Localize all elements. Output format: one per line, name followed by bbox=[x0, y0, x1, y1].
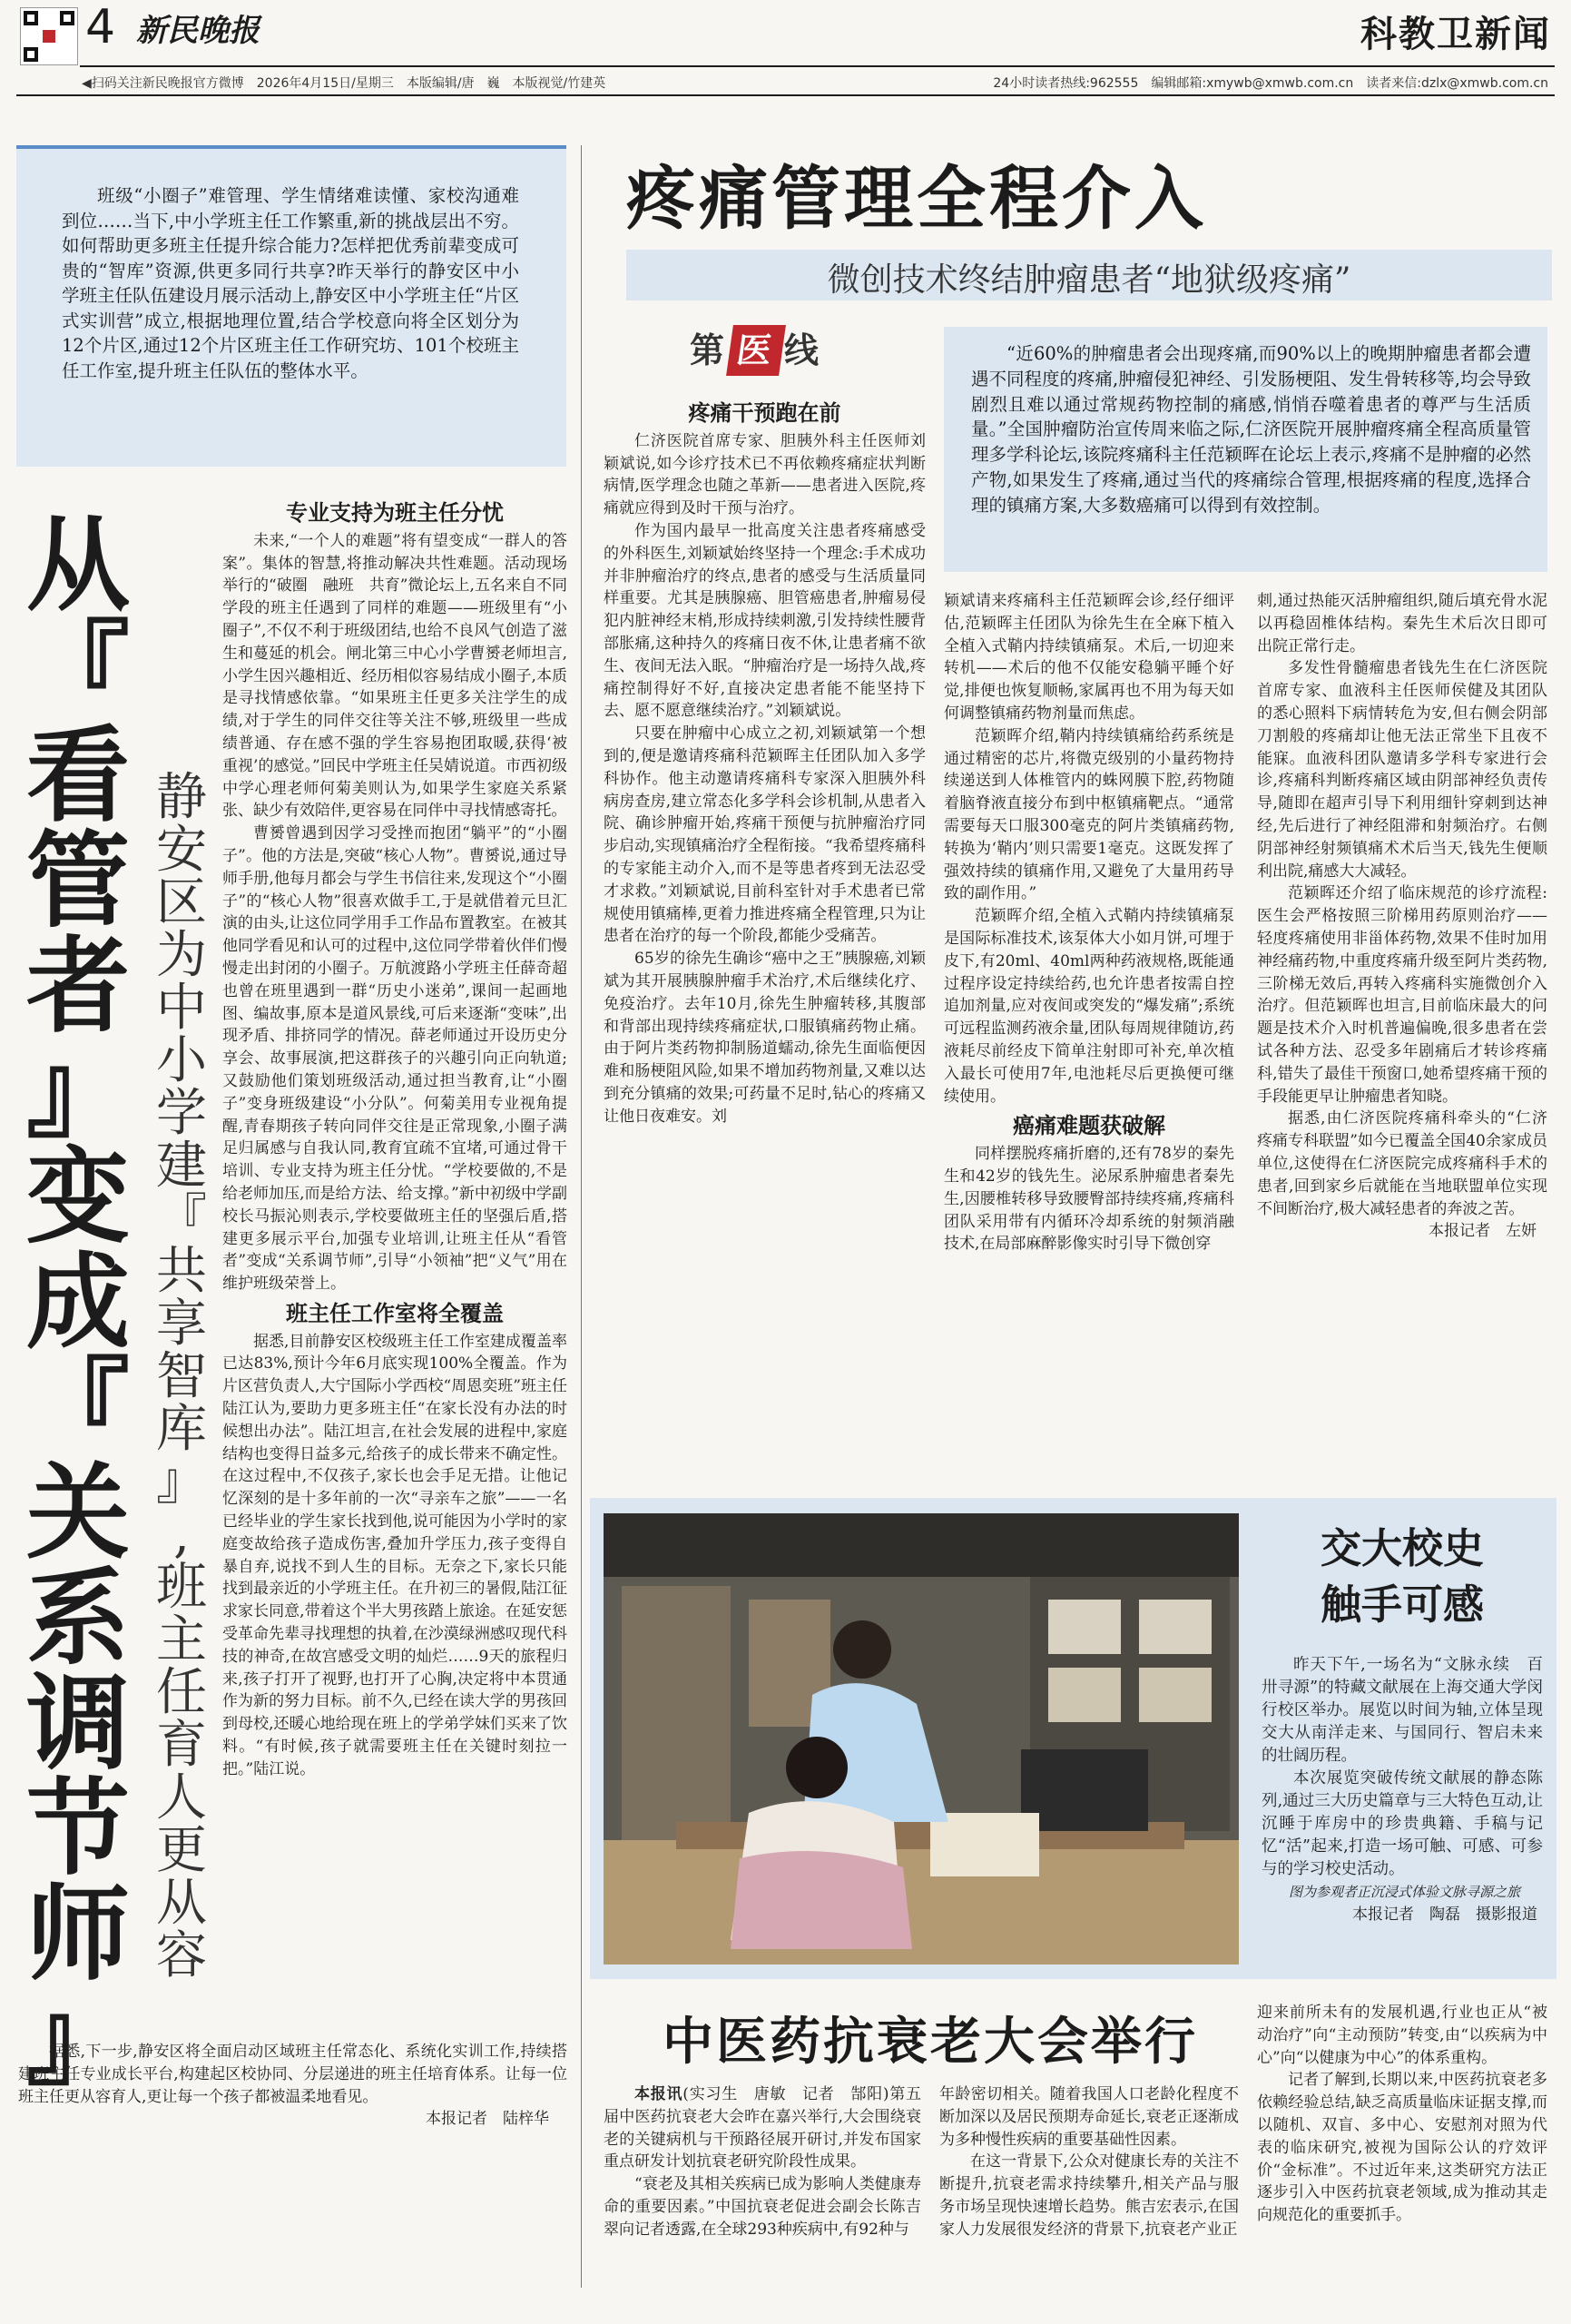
logo-left: 第 bbox=[690, 330, 729, 370]
photo-caption: 图为参观者正沉浸式体验文脉寻源之旅 bbox=[1289, 1884, 1521, 1900]
paragraph: 范颖晖还介绍了临床规范的诊疗流程:医生会严格按照三阶梯用药原则治疗——轻度疼痛使用非甾体药物,效果不佳时加用神经痛药物,中重度疼痛升级至阿片类药物,三阶梯无效后,再转入疼痛科实施微创介入治疗。但范颖晖也坦言,目前临床最大的问题是技术介入时机普遍偏晚,很多患者在尝试各种方法、忍受多年剧痛后才转诊疼痛科,错失了最佳干预窗口,她希望疼痛干预的手段能更早让肿瘤患者知晓。 bbox=[1257, 884, 1547, 1106]
logo-right: 线 bbox=[784, 330, 823, 370]
exhibition-scene-illustration bbox=[604, 1513, 1239, 1965]
subhead-char: 学 bbox=[156, 1084, 207, 1143]
contact-line: 24小时读者热线:962555 编辑邮箱:xmywb@xmwb.com.cn 读者来信:dzlx@xmwb.com.cn bbox=[993, 76, 1548, 91]
headline-char: 』 bbox=[25, 1979, 128, 2100]
tcm-column-3 bbox=[1257, 2002, 1547, 2310]
headline-char: 看 bbox=[25, 715, 128, 836]
intro-box bbox=[16, 145, 566, 467]
left-article-tail bbox=[18, 2041, 567, 2268]
subhead-char: 人 bbox=[156, 1768, 207, 1827]
subhead-char: 安 bbox=[156, 821, 207, 880]
tcm-headline: 中医药抗衰老大会举行 bbox=[663, 2012, 1198, 2072]
headline-char: 系 bbox=[25, 1558, 128, 1679]
paragraph: 范颖晖介绍,鞘内持续镇痛给药系统是通过精密的芯片,将微克级别的小量药物持续递送到人体椎管内的蛛网膜下腔,药物随着脑脊液直接分布到中枢镇痛靶点。“通常需要每天口服300毫克的阿片类镇痛药物,转换为‘鞘内’则只需要1毫克。这既发挥了强效持续的镇痛作用,又避免了大量用药导致的副作用。” bbox=[944, 726, 1234, 903]
subhead-char: 小 bbox=[156, 1031, 207, 1090]
headline-char: 成 bbox=[25, 1242, 128, 1363]
headline-char: 从 bbox=[25, 505, 128, 625]
headline-char: 调 bbox=[25, 1663, 128, 1784]
pain-column-1 bbox=[604, 395, 926, 1471]
paragraph: “衰老及其相关疾病已成为影响人类健康寿命的重要因素。”中国抗衰老促进会副会长陈吉翠向记者透露,在全球293种疾病中,有92种与 bbox=[604, 2175, 921, 2239]
subhead-char: 班 bbox=[156, 1558, 207, 1617]
paragraph: 颖斌请来疼痛科主任范颖晖会诊,经仔细评估,范颖晖主任团队为徐先生在全麻下植入全植入式鞘内持续镇痛泵。术后,一切迎来转机——术后的他不仅能安稳躺平睡个好觉,排便也恢复顺畅,家属再也不用为每天如何调整镇痛药物剂量而焦虑。 bbox=[944, 592, 1234, 723]
paragraph: 据悉,下一步,静安区将全面启动区域班主任常态化、系统化实训工作,持续搭建班主任专业成长平台,构建起区校协同、分层递进的班主任培育体系。让每一位班主任更从容育人,更让每一个孩子都被温柔地看见。 bbox=[18, 2043, 567, 2106]
left-article-column bbox=[222, 495, 567, 2034]
quote-text: “近60%的肿瘤患者会出现疼痛,而90%以上的晚期肿瘤患者都会遭遇不同程度的疼痛,肿瘤侵犯神经、引发肠梗阻、发生骨转移等,均会导致剧烈且难以通过常规药物控制的痛感,悄悄吞噬着患者的尊严与生活质量。”全国肿瘤防治宣传周来临之际,仁济医院开展肿瘤疼痛全程高质量管理多学科论坛,该院疼痛科主任范颖晖在论坛上表示,疼痛不是肿瘤的必然产物,如果发生了疼痛,通过当代的疼痛综合管理,根据疼痛的程度,选择合理的镇痛方案,大多数癌痛可以得到有效控制。 bbox=[971, 343, 1531, 516]
subhead-char: 建 bbox=[156, 1137, 207, 1196]
byline: 本报记者 陶磊 摄影报道 bbox=[1352, 1905, 1537, 1924]
paragraph: 多发性骨髓瘤患者钱先生在仁济医院首席专家、血液科主任医师侯健及其团队的悉心照料下病情转危为安,但右侧会阴部刀割般的疼痛却让他无法正常坐下且夜不能寐。血液科团队邀请多学科专家进行会诊,疼痛科判断疼痛区域由阴部神经负责传导,随即在超声引导下利用细针穿刺到达神经,先后进行了神经阻滞和射频治疗。右侧阴部神经射频镇痛术术后当天,钱先生便顺利出院,痛感大大减轻。 bbox=[1257, 659, 1547, 881]
byline: 本报记者 陆梓华 bbox=[426, 2110, 549, 2129]
subhead-char: 』 bbox=[156, 1452, 207, 1512]
headline-char: 『 bbox=[25, 1347, 128, 1468]
paragraph: 据悉,目前静安区校级班主任工作室建成覆盖率已达83%,预计今年6月底实现100%全覆盖。作为片区营负责人,大宁国际小学西校“周恩奕班”班主任陆江认为,要助力更多班主任“在家长没有办法的时候想出办法”。陆江坦言,在社会发展的进程中,家庭结构也变得日益多元,给孩子的成长带来不确定性。在这过程中,不仅孩子,家长也会手足无措。让他记忆深刻的是十多年前的一次“寻亲车之旅”——一名已经毕业的学生家长找到他,说可能因为小学时的家庭变故给孩子造成伤害,叠加升学压力,孩子变得自暴自弃,说找不到人生的目标。无奈之下,家长只能找到最亲近的小学班主任。在升初三的暑假,陆江征求家长同意,带着这个半大男孩踏上旅途。在延安惩受革命先辈寻找理想的执着,在沙漠绿洲感叹现代科技的神奇,在故宫感受文明的灿烂……9天的旅程归来,孩子打开了视野,也打开了心胸,决定将中本贯通作为新的努力目标。前不久,已经在读大学的男孩回到母校,还暖心地给现在班上的学弟学妹们买来了饮料。“有时候,孩子就需要班主任在关键时刻拉一把。”陆江说。 bbox=[222, 1332, 567, 1778]
column-logo bbox=[690, 322, 822, 376]
subhead-char: 主 bbox=[156, 1610, 207, 1669]
header-rule bbox=[16, 94, 1555, 96]
info-line: ◀扫码关注新民晚报官方微博 2026年4月15日/星期三 本版编辑/唐 巍 本版视觉/竹建英 bbox=[82, 76, 606, 91]
subhead-char: 育 bbox=[156, 1716, 207, 1775]
lead-label: 本报讯 bbox=[634, 2085, 683, 2103]
tcm-column-1 bbox=[604, 2083, 921, 2310]
logo-mid: 医 bbox=[726, 325, 786, 376]
qr-code bbox=[20, 7, 78, 65]
subhead-char: 智 bbox=[156, 1347, 207, 1406]
left-subheadline bbox=[150, 768, 213, 1985]
pain-subheadline: 微创技术终结肿瘤患者“地狱级疼痛” bbox=[827, 261, 1351, 299]
byline: 本报记者 左妍 bbox=[1429, 1222, 1537, 1241]
subhead-char: 共 bbox=[156, 1242, 207, 1301]
section-heading: 专业支持为班主任分忧 bbox=[286, 500, 504, 526]
exhibition-photo bbox=[604, 1513, 1239, 1965]
subhead-char: 中 bbox=[156, 979, 207, 1038]
headline-line: 交大校史 bbox=[1320, 1524, 1484, 1572]
pain-headline: 疼痛管理全程介入 bbox=[626, 158, 1207, 239]
headline-char: 节 bbox=[25, 1768, 128, 1889]
headline-char: 管 bbox=[25, 821, 128, 941]
intro-text: 班级“小圈子”难管理、学生情绪难读懂、家校沟通难到位……当下,中小学班主任工作繁重,新的挑战层出不穷。如何帮助更多班主任提升综合能力?怎样把优秀前辈变成可贵的“智库”资源,供更多同行共享?昨天举行的静安区中小学班主任队伍建设月展示活动上,静安区中小学班主任“片区式实训营”成立,根据地理位置,结合学校意向将全区划分为12个片区,通过12个片区班主任工作研究坊、101个校班主任工作室,提升班主任队伍的整体水平。 bbox=[62, 185, 519, 381]
paragraph: 只要在肿瘤中心成立之初,刘颖斌第一个想到的,便是邀请疼痛科范颖晖主任团队加入多学科协作。他主动邀请疼痛科专家深入胆胰外科病房查房,建立常态化多学科会诊机制,从患者入院、确诊肿瘤开始,疼痛干预便与抗肿瘤治疗同步启动,实现镇痛治疗全程衔接。“我希望疼痛科的专家能主动介入,而不是等患者疼到无法忍受才求救。”刘颖斌说,目前科室针对手术患者已常规使用镇痛棒,更着力推进疼痛全程管理,只为让患者在治疗的每一个阶段,都能少受痛苦。 bbox=[604, 724, 926, 946]
paragraph: 范颖晖介绍,全植入式鞘内持续镇痛泵是国际标准技术,该泵体大小如月饼,可埋于皮下,有20ml、40ml两种药液规格,既能通过程序设定持续给药,也允许患者按需自控追加剂量,应对夜间或突发的“爆发痛”;系统可远程监测药液余量,团队每周规律随访,药液耗尽前经皮下简单注射即可补充,单次植入最长可使用7年,电池耗尽后更换便可继续使用。 bbox=[944, 907, 1234, 1106]
paragraph: 仁济医院首席专家、胆胰外科主任医师刘颖斌说,如今诊疗技术已不再依赖疼痛症状判断病情,医学理念也随之革新——患者进入医院,疼痛就应得到及时干预与治疗。 bbox=[604, 431, 926, 518]
paragraph: 曹赟曾遇到因学习受挫而抱团“躺平”的“小圈子”。他的方法是,突破“核心人物”。曹赟说,通过导师手册,他每月都会与学生书信往来,发现这个“小圈子”的“核心人物”很喜欢做手工,于是就借着元旦汇演的由头,让这位同学用手工作品布置教室。在被其他同学看见和认可的过程中,这位同学带着伙伴们慢慢走出封闭的小圈子。万航渡路小学班主任薛奇超也曾在班里遇到一群“历史小迷弟”,课间一起画地图、编故事,原本是道风景线,可后来逐渐“变味”,出现矛盾、排挤同学的情况。薛老师通过开设历史分享会、故事展演,把这群孩子的兴趣引向正向轨道;又鼓励他们策划班级活动,通过担当教育,让“小圈子”变身班级建设“小分队”。何菊美用专业视角提醒,青春期孩子转向同伴交往是正常现象,小圈子满足归属感与自我认同,教育宜疏不宜堵,可通过骨干培训、专业支持为班主任分忧。“学校要做的,不是给老师加压,而是给方法、给支撑。”新中初级中学副校长马振沁则表示,学校要做班主任的坚强后盾,搭建更多展示平台,加强专业培训,让班主任从“看管者”变成“关系调节师”,引导“小领袖”把“义气”用在维护班级荣誉上。 bbox=[222, 824, 567, 1294]
paragraph: 年龄密切相关。随着我国人口老龄化程度不断加深以及居民预期寿命延长,衰老正逐渐成为多种慢性疾病的重要基础性因素。 bbox=[939, 2085, 1239, 2149]
paragraph: 记者了解到,长期以来,中医药抗衰老多依赖经验总结,缺乏高质量临床证据支撑,而以随机、双盲、多中心、安慰剂对照为代表的临床研究,被视为国际公认的疗效评价“金标准”。不过近年来,这类研究方法正逐步引入中医药抗衰老领域,成为推动其走向规范化的重要抓手。 bbox=[1257, 2071, 1547, 2225]
subhead-char: 区 bbox=[156, 873, 207, 932]
section-heading: 班主任工作室将全覆盖 bbox=[286, 1300, 504, 1326]
subhead-char: 为 bbox=[156, 926, 207, 985]
paragraph: 在这一背景下,公众对健康长寿的关注不断提升,抗衰老需求持续攀升,相关产品与服务市场呈现快速增长趋势。熊吉宏表示,在国家人力发展很发经济的背景下,抗衰老产业正 bbox=[939, 2152, 1239, 2239]
jiaoda-headline bbox=[1266, 1521, 1538, 1633]
headline-char: 关 bbox=[25, 1452, 128, 1573]
section-heading: 癌痛难题获破解 bbox=[1013, 1113, 1165, 1139]
pain-column-2 bbox=[944, 590, 1234, 1475]
headline-char: 『 bbox=[25, 610, 128, 731]
headline-char: 』 bbox=[25, 1031, 128, 1152]
headline-char: 变 bbox=[25, 1137, 128, 1257]
tcm-column-2 bbox=[939, 2083, 1239, 2310]
paragraph: 未来,“一个人的难题”将有望变成“一群人的答案”。集体的智慧,将推动解决共性难题。活动现场举行的“破圈 融班 共育”微论坛上,五名来自不同学段的班主任遇到了同样的难题——班级里有“小圈子”,不仅不利于班级团结,也给不良风气创造了滋生和蔓延的机会。闸北第三中心小学曹赟老师坦言,小学生因兴趣相近、经历相似容易结成小圈子,本质是寻找情感依靠。“如果班主任更多关注学生的成绩,对于学生的同伴交往等关注不够,班级里一些成绩普通、存在感不强的学生容易抱团取暖,获得‘被重视’的感觉。”回民中学班主任吴婧说道。市西初级中学心理老师何菊美则认为,如果学生家庭关系紧张、缺少有效陪伴,更容易在同伴中寻找情感寄托。 bbox=[222, 531, 567, 821]
headline-char: 师 bbox=[25, 1874, 128, 1994]
subhead-char: 任 bbox=[156, 1663, 207, 1722]
paragraph: 迎来前所未有的发展机遇,行业也正从“被动治疗”向“主动预防”转变,由“以疾病为中心”向“以健康为中心”的体系重构。 bbox=[1257, 2004, 1547, 2067]
paragraph: (实习生 唐敏 记者 郜阳)第五届中医药抗衰老大会昨在嘉兴举行,大会围绕衰老的关键病机与干预路径展开研讨,并发布国家重点研发计划抗衰老研究阶段性成果。 bbox=[604, 2085, 921, 2171]
pain-column-3 bbox=[1257, 590, 1547, 1475]
subhead-char: 静 bbox=[156, 768, 207, 827]
paragraph: 本次展览突破传统文献展的静态陈列,通过三大历史篇章与三大特色互动,让沉睡于库房中的珍贵典籍、手稿与记忆“活”起来,打造一场可触、可感、可参与的学习校史活动。 bbox=[1262, 1769, 1543, 1878]
page-number: 4 bbox=[85, 0, 116, 54]
paragraph: 刺,通过热能灭活肿瘤组织,随后填充骨水泥以再稳固椎体结构。秦先生术后次日即可出院正常行走。 bbox=[1257, 592, 1547, 655]
subhead-char: 享 bbox=[156, 1295, 207, 1354]
subhead-char: 库 bbox=[156, 1400, 207, 1459]
jiaoda-article-body bbox=[1262, 1654, 1543, 1967]
quote-box bbox=[944, 327, 1547, 572]
paper-name: 新民晚报 bbox=[136, 13, 260, 49]
paragraph: 昨天下午,一场名为“文脉永续 百卅寻源”的特藏文献展在上海交通大学闵行校区举办。展览以时间为轴,立体呈现交大从南洋走来、与国同行、智启未来的壮阔历程。 bbox=[1262, 1656, 1543, 1765]
paragraph: 据悉,由仁济医院疼痛科牵头的“仁济疼痛专科联盟”如今已覆盖全国40余家成员单位,这使得在仁济医院完成疼痛科手术的患者,回到家乡后就能在当地联盟单位实现不间断治疗,极大减轻患者的奔波之苦。 bbox=[1257, 1109, 1547, 1218]
left-headline bbox=[9, 505, 145, 2100]
subhead-char: 容 bbox=[156, 1926, 207, 1985]
section-title: 科教卫新闻 bbox=[1360, 14, 1551, 55]
paragraph: 作为国内最早一批高度关注患者疼痛感受的外科医生,刘颖斌始终坚持一个理念:手术成功并非肿瘤治疗的终点,患者的感受与生活质量同样重要。尤其是胰腺癌、胆管癌患者,肿瘤易侵犯内脏神经末梢,形成持续刺激,引发持续性腰背部胀痛,这种持久的疼痛日夜不休,让患者痛不欲生、夜间无法入眠。“肿瘤治疗是一场持久战,疼痛控制得好不好,直接决定患者能不能坚持下去、愿不愿意继续治疗。”刘颖斌说。 bbox=[604, 521, 926, 721]
headline-char: 者 bbox=[25, 926, 128, 1047]
paragraph: 65岁的徐先生确诊“癌中之王”胰腺癌,刘颖斌为其开展胰腺肿瘤手术治疗,术后继续化疗、免疫治疗。去年10月,徐先生肿瘤转移,其腹部和背部出现持续疼痛症状,口服镇痛药物止痛。由于阿片类药物抑制肠道蠕动,徐先生面临便因难和肠梗阻风险,如果不增加药物剂量,又难以达到充分镇痛的效果;可药量不足时,钻心的疼痛又让他日夜难安。刘 bbox=[604, 950, 926, 1126]
column-divider bbox=[581, 145, 582, 2288]
headline-line: 触手可感 bbox=[1320, 1581, 1484, 1629]
subhead-char: 『 bbox=[156, 1189, 207, 1248]
paragraph: 同样摆脱疼痛折磨的,还有78岁的秦先生和42岁的钱先生。泌尿系肿瘤患者秦先生,因腰椎转移导致腰臀部持续疼痛,疼痛科团队采用带有内循环冷却系统的射频消融技术,在局部麻醉影像实时引导下微创穿 bbox=[944, 1145, 1234, 1254]
masthead-rule bbox=[80, 65, 1555, 67]
subhead-char: 从 bbox=[156, 1874, 207, 1933]
section-heading: 疼痛干预跑在前 bbox=[688, 400, 841, 426]
subhead-char: 更 bbox=[156, 1821, 207, 1880]
subhead-char: , bbox=[173, 1505, 190, 1564]
